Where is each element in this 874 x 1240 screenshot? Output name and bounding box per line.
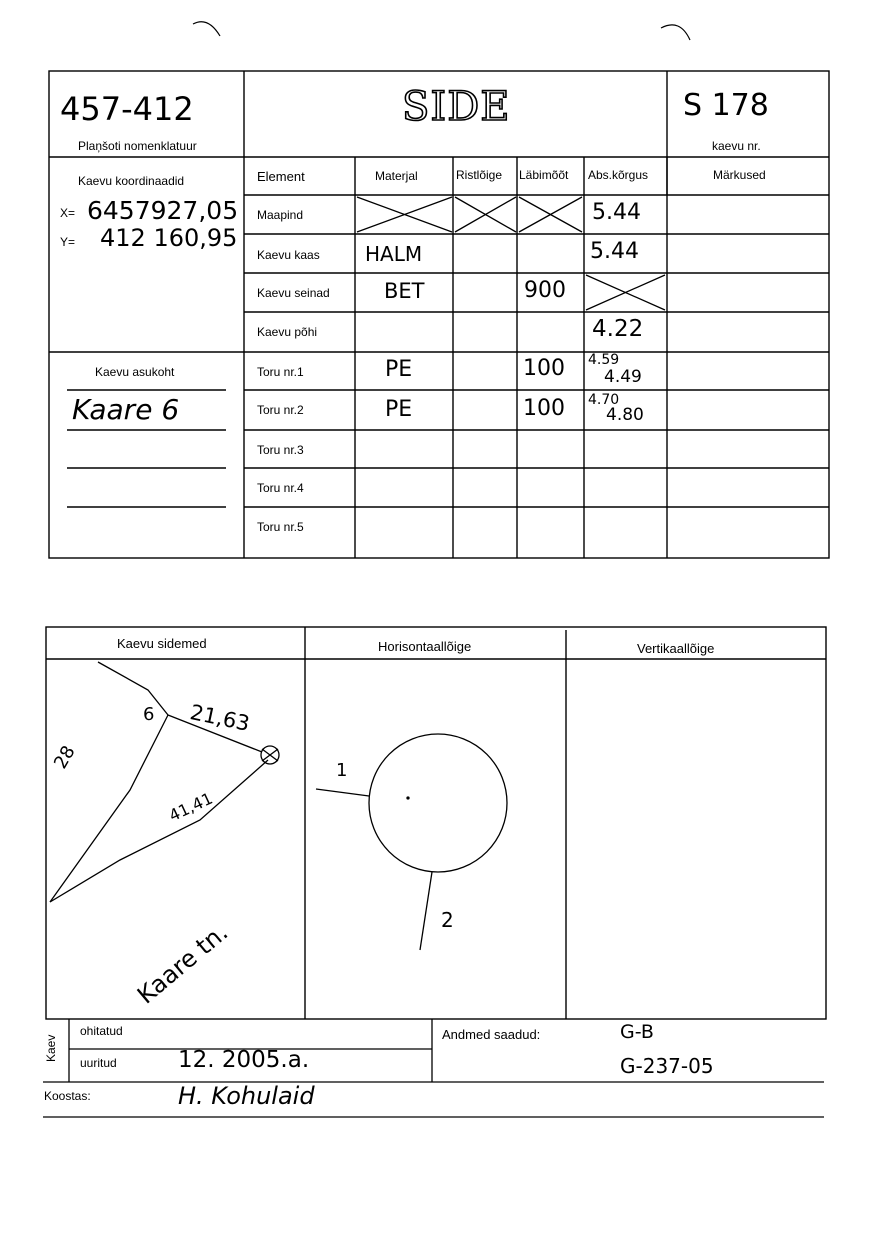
row-label: Kaevu kaas — [257, 248, 320, 262]
table-cell-diameter: 100 — [523, 396, 565, 421]
data-source-value-1: G-B — [620, 1021, 654, 1043]
sketch-distance-top: 21,63 — [188, 700, 252, 736]
table-cell-diameter: 100 — [523, 356, 565, 381]
table-cell-height-top: 4.59 — [588, 352, 620, 368]
data-source-value-2: G-237-05 — [620, 1054, 714, 1078]
well-number-label: kaevu nr. — [712, 139, 761, 153]
table-cell-material: BET — [384, 279, 425, 303]
row-label: Toru nr.5 — [257, 520, 304, 534]
connections-sketch — [50, 662, 279, 902]
surveyed-value: 12. 2005.a. — [178, 1047, 310, 1073]
vertical-section-label: Vertikaallõige — [637, 641, 715, 656]
x-coordinate: 6457927,05 — [87, 196, 239, 225]
x-prefix: X= — [60, 206, 76, 220]
table-cell-material: HALM — [365, 242, 423, 266]
data-source-label: Andmed saadud: — [442, 1027, 541, 1042]
col-header-material: Materjal — [375, 169, 418, 183]
pipe-label: 1 — [336, 760, 348, 781]
table-cell-material: PE — [385, 397, 413, 422]
row-label: Kaevu seinad — [257, 286, 330, 300]
col-header-notes: Märkused — [713, 168, 766, 182]
col-header-cross-section: Ristlõige — [456, 168, 503, 182]
y-coordinate: 412 160,95 — [100, 224, 238, 252]
row-label: Kaevu põhi — [257, 325, 318, 339]
sketch-well-mark: 6 — [143, 704, 155, 725]
connections-label: Kaevu sidemed — [117, 636, 207, 651]
checked-label: ohitatud — [80, 1024, 123, 1038]
table-cell-height: 5.44 — [590, 239, 639, 264]
coordinates-label: Kaevu koordinaadid — [78, 174, 185, 188]
footer-side-label: Kaev — [44, 1034, 58, 1062]
well-number-value: S 178 — [683, 88, 769, 123]
sketch-distance-diagonal: 41,41 — [166, 788, 216, 826]
author-value: H. Kohulaid — [178, 1082, 315, 1110]
sketch-distance-left: 28 — [50, 742, 80, 773]
col-header-diameter: Läbimõõt — [519, 168, 569, 182]
sketch-street-name: Kaare tn. — [132, 918, 234, 1010]
row-label: Toru nr.1 — [257, 365, 304, 379]
row-label: Toru nr.3 — [257, 443, 304, 457]
row-label: Maapind — [257, 208, 304, 222]
y-prefix: Y= — [60, 235, 76, 249]
table-cell-height-bottom: 4.80 — [606, 405, 644, 425]
table-cell-height-bottom: 4.49 — [604, 367, 642, 387]
table-cell-height-top: 4.70 — [588, 392, 620, 408]
col-header-element: Element — [257, 169, 305, 184]
author-label: Koostas: — [44, 1089, 91, 1103]
horizontal-section-label: Horisontaallõige — [378, 639, 472, 654]
table-cell-height: 4.22 — [592, 316, 644, 342]
table-cell-material: PE — [385, 357, 413, 382]
nomenclature-value: 457-412 — [60, 90, 194, 128]
col-header-abs-height: Abs.kõrgus — [588, 168, 649, 182]
location-value: Kaare 6 — [72, 393, 180, 426]
location-label: Kaevu asukoht — [95, 365, 175, 379]
pipe-label: 2 — [441, 908, 454, 932]
row-label: Toru nr.2 — [257, 403, 304, 417]
surveyed-label: uuritud — [80, 1056, 117, 1070]
nomenclature-label: Plaņšoti nomenklatuur — [78, 139, 197, 153]
page-title: SIDE — [402, 84, 511, 130]
table-cell-height: 5.44 — [592, 200, 641, 225]
row-label: Toru nr.4 — [257, 481, 304, 495]
table-cell-diameter: 900 — [524, 278, 566, 303]
